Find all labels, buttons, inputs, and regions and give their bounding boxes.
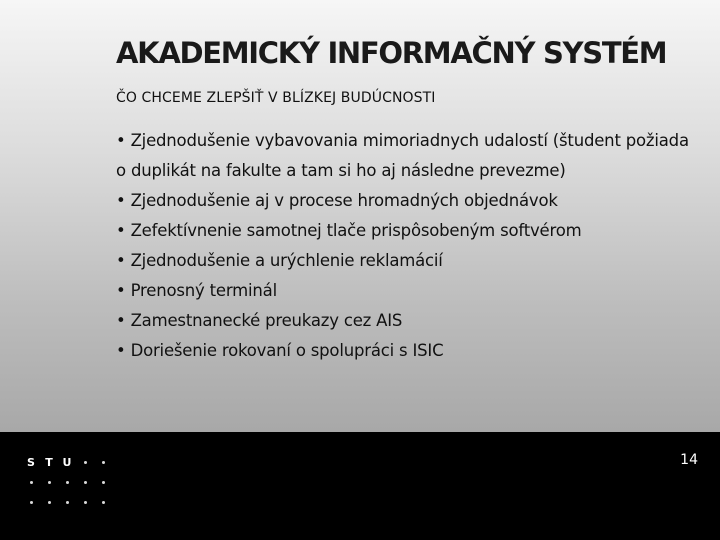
bullet-item: • Doriešenie rokovaní o spolupráci s ISIC [116, 341, 444, 360]
page-number: 14 [680, 452, 698, 468]
logo-letter: S [27, 455, 35, 469]
logo-dot [76, 461, 94, 464]
bullet-item: • Zjednodušenie a urýchlenie reklamácií [116, 251, 443, 270]
logo-dot [76, 481, 94, 484]
logo-dot [58, 481, 76, 484]
bullet-item: • Zjednodušenie vybavovania mimoriadnych udalostí (študent požiada o duplikát na fakulte a tam si ho aj následne prevezme) [116, 131, 689, 180]
logo-dot [40, 481, 58, 484]
bullet-list [116, 126, 696, 366]
logo-row [22, 492, 112, 512]
logo-dot [22, 501, 40, 504]
logo-dot [58, 501, 76, 504]
stu-logo [22, 452, 112, 518]
logo-dot [76, 501, 94, 504]
logo-row [22, 472, 112, 492]
slide-title: AKADEMICKÝ INFORMAČNÝ SYSTÉM [116, 36, 667, 70]
logo-dot [94, 501, 112, 504]
logo-row [22, 452, 112, 472]
logo-dot [94, 481, 112, 484]
bullet-item: • Prenosný terminál [116, 281, 277, 300]
bullet-item: • Zjednodušenie aj v procese hromadných objednávok [116, 191, 558, 210]
logo-dot [40, 501, 58, 504]
logo-letter: T [45, 455, 53, 469]
bullet-item: • Zamestnanecké preukazy cez AIS [116, 311, 403, 330]
slide-subtitle: ČO CHCEME ZLEPŠIŤ V BLÍZKEJ BUDÚCNOSTI [116, 90, 436, 106]
logo-letter: U [62, 455, 72, 469]
logo-dot [22, 481, 40, 484]
bullet-item: • Zefektívnenie samotnej tlače prispôsobeným softvérom [116, 221, 582, 240]
logo-dot [94, 461, 112, 464]
